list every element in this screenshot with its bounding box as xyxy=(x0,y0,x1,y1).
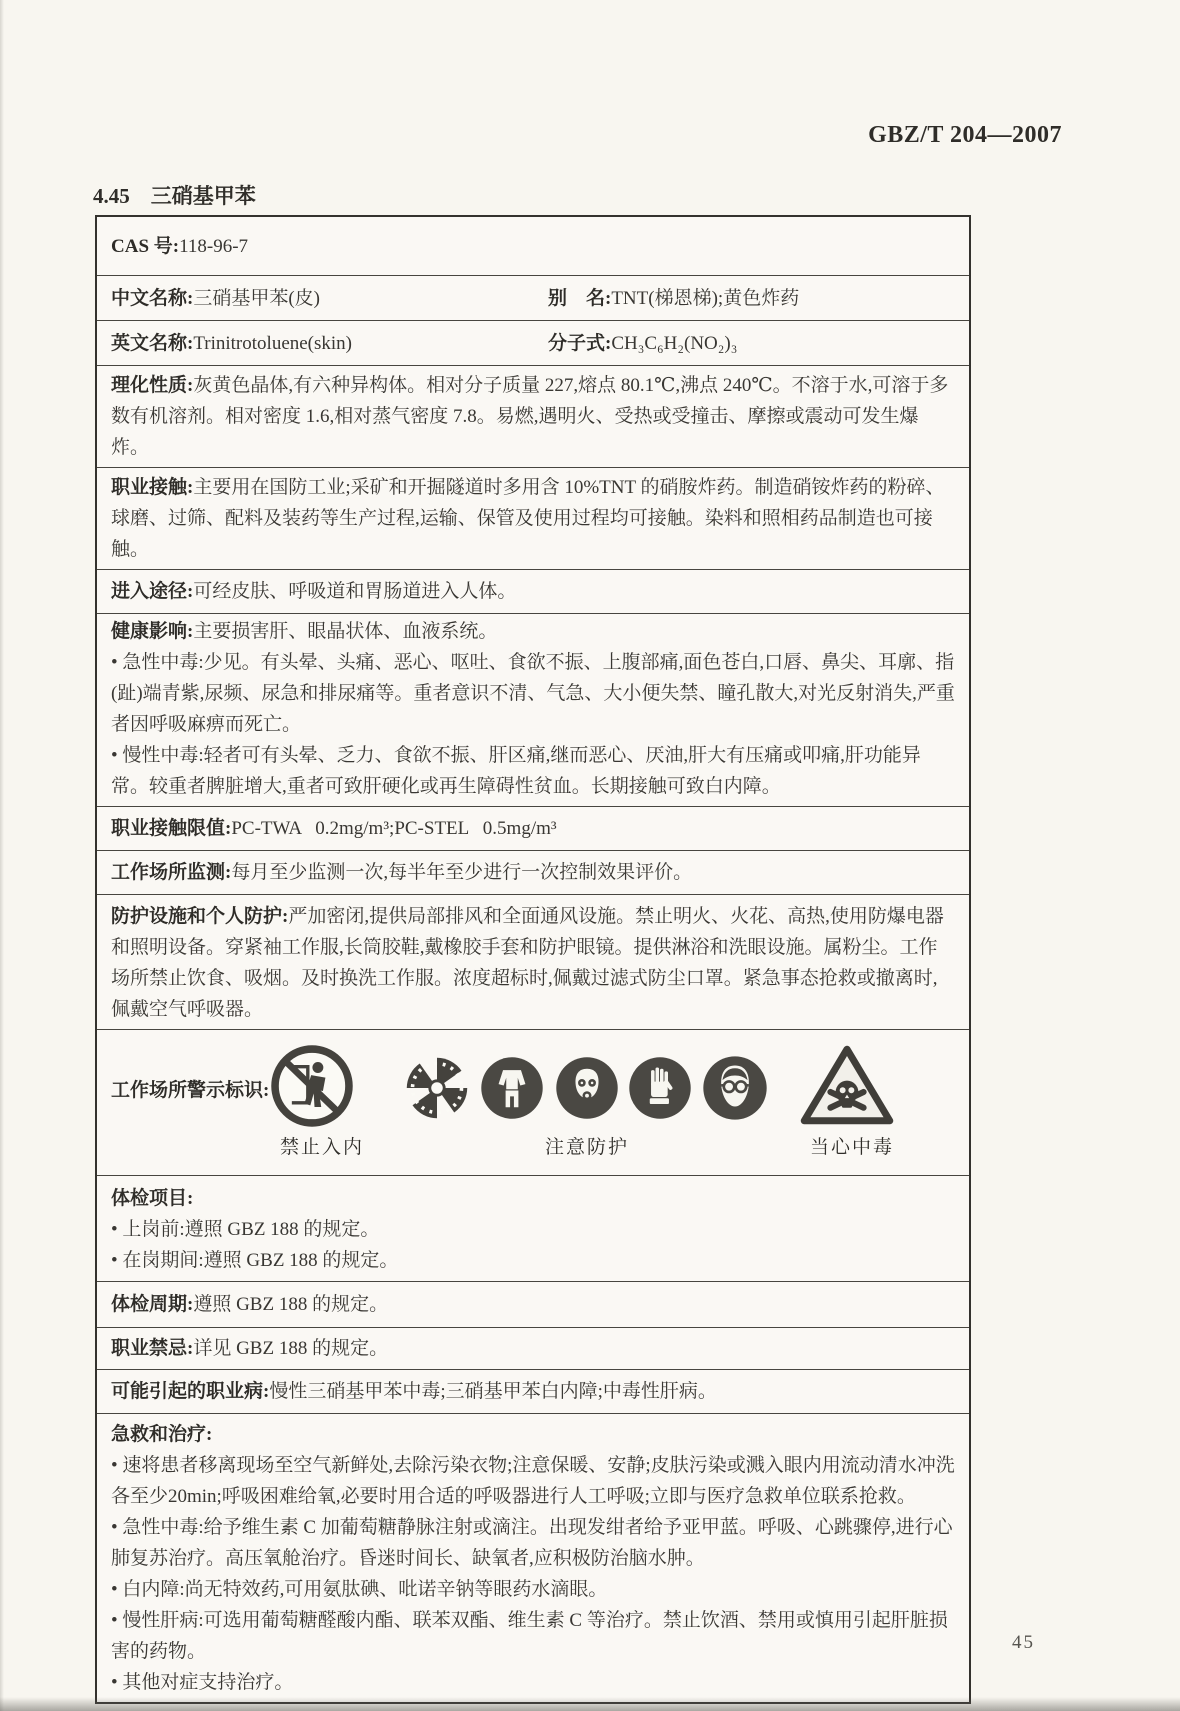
section-title: 4.45 三硝基甲苯 xyxy=(93,184,256,208)
list-item: • 慢性肝病:可选用葡萄糖醛酸内酯、联苯双酯、维生素 C 等治疗。禁止饮酒、禁用或慎用引起肝脏损害的药物。 xyxy=(111,1610,948,1662)
list-item: • 上岗前:遵照 GBZ 188 的规定。 xyxy=(111,1219,380,1240)
row-first-aid xyxy=(97,1413,969,1702)
cn-name-label: 中文名称: xyxy=(111,287,194,309)
scan-bottom-shadow xyxy=(0,1697,1180,1711)
row-english-name xyxy=(97,320,969,365)
formula-label: 分子式: xyxy=(548,332,612,354)
alias-value: TNT(梯恩梯);黄色炸药 xyxy=(611,287,800,309)
no-entry-icon xyxy=(270,1044,354,1138)
entry-text: 可经皮肤、呼吸道和胃肠道进入人体。 xyxy=(193,581,517,602)
row-health-effects xyxy=(97,613,969,806)
exam-label: 体检项目: xyxy=(111,1188,194,1209)
list-item: • 急性中毒:给予维生素 C 加葡萄糖静脉注射或滴注。出现发绀者给予亚甲蓝。呼吸、心跳骤停,进行心肺复苏治疗。高压氧舱治疗。昏迷时间长、缺氧者,应积极防治脑水肿。 xyxy=(111,1517,953,1569)
row-medical-exam-items xyxy=(97,1175,969,1281)
forbidden-text: 详见 GBZ 188 的规定。 xyxy=(193,1338,389,1359)
cycle-label: 体检周期: xyxy=(111,1294,194,1315)
signs-label: 工作场所警示标识: xyxy=(111,1080,270,1101)
health-label: 健康影响: xyxy=(111,621,194,642)
protective-gloves-icon xyxy=(628,1056,692,1130)
forbidden-label: 职业禁忌: xyxy=(111,1338,194,1359)
physical-text: 灰黄色晶体,有六种异构体。相对分子质量 227,熔点 80.1℃,沸点 240℃。不溶于水,可溶于多数有机溶剂。相对密度 1.6,相对蒸气密度 7.8。易燃,遇明火、受热或受撞击、摩擦或震动可发生爆炸。 xyxy=(111,375,949,458)
row-occupational-contraindications xyxy=(97,1327,969,1369)
row-occupational-diseases xyxy=(97,1369,969,1413)
monitoring-text: 每月至少监测一次,每半年至少进行一次控制效果评价。 xyxy=(231,862,693,883)
list-item: • 急性中毒:少见。有头晕、头痛、恶心、呕吐、食欲不振、上腹部痛,面色苍白,口唇、鼻尖、耳廓、指(趾)端青紫,尿频、尿急和排尿痛等。重者意识不清、气急、大小便失禁、瞳孔散大,对光反射消失,严重者因呼吸麻痹而死亡。 xyxy=(111,652,955,735)
list-item: • 速将患者移离现场至空气新鲜处,去除污染衣物;注意保暖、安静;皮肤污染或溅入眼内用流动清水冲洗各至少20min;呼吸困难给氧,必要时用合适的呼吸器进行人工呼吸;立即与医疗急救单位联系抢救。 xyxy=(111,1455,955,1507)
row-occupational-exposure xyxy=(97,467,969,569)
list-item: • 白内障:尚无特效药,可用氨肽碘、吡诺辛钠等眼药水滴眼。 xyxy=(111,1579,608,1600)
scan-left-shadow xyxy=(0,0,4,1711)
health-lead: 主要损害肝、眼晶状体、血液系统。 xyxy=(193,621,498,642)
cas-label: CAS 号: xyxy=(111,235,180,257)
row-exam-cycle xyxy=(97,1281,969,1327)
chemical-info-table xyxy=(95,215,971,1704)
alias-label: 别 名: xyxy=(548,287,612,309)
occupational-text: 主要用在国防工业;采矿和开掘隧道时多用含 10%TNT 的硝胺炸药。制造硝铵炸药的粉碎、球磨、过筛、配料及装药等生产过程,运输、保管及使用过程均可接触。染料和照相药品制造也可接触。 xyxy=(111,477,945,560)
row-cas-number xyxy=(97,217,969,275)
list-item: • 其他对症支持治疗。 xyxy=(111,1672,294,1693)
standard-code-header: GBZ/T 204—2007 xyxy=(868,122,1062,148)
cas-value: 118-96-7 xyxy=(179,235,249,257)
row-entry-route xyxy=(97,569,969,613)
diseases-text: 慢性三硝基甲苯中毒;三硝基甲苯白内障;中毒性肝病。 xyxy=(269,1381,717,1402)
limits-text: PC-TWA 0.2mg/m³;PC-STEL 0.5mg/m³ xyxy=(231,818,557,839)
ventilation-fan-icon xyxy=(401,1052,473,1134)
protection-text: 严加密闭,提供局部排风和全面通风设施。禁止明火、火花、高热,使用防爆电器和照明设备。穿紧袖工作服,长筒胶鞋,戴橡胶手套和防护眼镜。提供淋浴和洗眼设施。属粉尘。工作场所禁止饮食、吸烟。及时换洗工作服。浓度超标时,佩戴过滤式防尘口罩。紧急事态抢救或撤离时,佩戴空气呼吸器。 xyxy=(111,906,944,1020)
entry-label: 进入途径: xyxy=(111,581,194,602)
row-physical-properties xyxy=(97,365,969,467)
row-chinese-name xyxy=(97,275,969,320)
en-name-label: 英文名称: xyxy=(111,332,194,354)
occupational-label: 职业接触: xyxy=(111,477,194,498)
gas-mask-icon xyxy=(555,1056,619,1130)
monitoring-label: 工作场所监测: xyxy=(111,862,232,883)
cycle-text: 遵照 GBZ 188 的规定。 xyxy=(193,1294,389,1315)
row-workplace-monitoring xyxy=(97,850,969,894)
list-item: • 在岗期间:遵照 GBZ 188 的规定。 xyxy=(111,1250,399,1271)
physical-label: 理化性质: xyxy=(111,375,194,396)
sign-caption-poison: 当心中毒 xyxy=(809,1137,895,1158)
protective-clothing-icon xyxy=(480,1056,544,1130)
row-warning-signs xyxy=(97,1029,969,1175)
limits-label: 职业接触限值: xyxy=(111,818,232,839)
en-name-value: Trinitrotoluene(skin) xyxy=(193,332,353,354)
sign-caption-protection: 注意防护 xyxy=(544,1137,630,1158)
formula-value: CH₃C₆H₂(NO₂)₃ xyxy=(611,332,738,354)
firstaid-label: 急救和治疗: xyxy=(111,1424,213,1445)
protective-goggles-icon xyxy=(702,1055,768,1131)
diseases-label: 可能引起的职业病: xyxy=(111,1381,270,1402)
poison-hazard-icon xyxy=(799,1042,895,1138)
row-protection xyxy=(97,894,969,1029)
protection-label: 防护设施和个人防护: xyxy=(111,906,289,927)
cn-name-value: 三硝基甲苯(皮) xyxy=(193,287,320,309)
page-number: 45 xyxy=(1012,1632,1035,1653)
list-item: • 慢性中毒:轻者可有头晕、乏力、食欲不振、肝区痛,继而恶心、厌油,肝大有压痛或叩痛,肝功能异常。较重者脾脏增大,重者可致肝硬化或再生障碍性贫血。长期接触可致白内障。 xyxy=(111,745,921,797)
sign-caption-no-entry: 禁止入内 xyxy=(279,1137,365,1158)
row-exposure-limits xyxy=(97,806,969,850)
